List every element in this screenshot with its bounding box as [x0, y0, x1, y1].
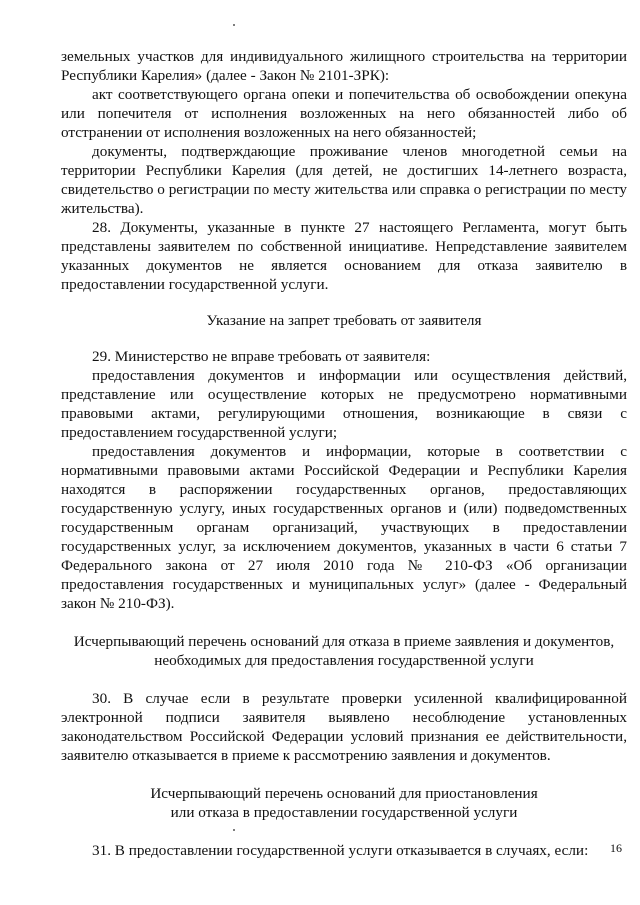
spacer — [61, 613, 627, 632]
paragraph-provision-actions: предоставления документов и информации или осуществления действий, представление или осуществление которых не предусмотрено нормативными правовыми актами, регулирующими отношения, возникающие в связи с предоставлением государственной услуги; — [61, 367, 627, 441]
paragraph-31-refusal: 31. В предоставлении государственной услуги отказывается в случаях, если: — [92, 842, 589, 859]
document-page — [61, 47, 627, 860]
heading-prohibition: Указание на запрет требовать от заявителя — [206, 312, 482, 329]
scan-speck-top — [233, 24, 235, 26]
spacer — [61, 670, 627, 689]
heading-suspension-line-2: или отказа в предоставлении государственной услуги — [170, 804, 518, 821]
spacer — [61, 765, 627, 784]
heading-refusal-acceptance: Исчерпывающий перечень оснований для отказа в приеме заявления и документов, необходимых для предоставления государственной услуги — [73, 633, 615, 669]
paragraph-guardianship-act: акт соответствующего органа опеки и попечительства об освобождении опекуна или попечителя от исполнения возложенных на него обязанностей либо об отстранении от исполнения возложенных на него обязанностей; — [61, 86, 627, 141]
paragraph-residence-documents: документы, подтверждающие проживание членов многодетной семьи на территории Республики Карелия (для детей, не достигших 14-летнего возраста, свидетельство о регистрации по месту жительства или справка о регистрации по месту жительства). — [61, 143, 627, 217]
spacer — [61, 822, 627, 841]
paragraph-land-plots: земельных участков для индивидуального жилищного строительства на территории Республики Карелия» (далее - Закон № 2101-ЗРК): — [61, 48, 627, 84]
spacer — [61, 330, 627, 347]
spacer — [61, 294, 627, 311]
page-number: 16 — [610, 841, 622, 855]
paragraph-28-documents: 28. Документы, указанные в пункте 27 настоящего Регламента, могут быть представлены заявителем по собственной инициативе. Непредставление заявителем указанных документов не является основанием для отказа заявителю в предоставлении государственной услуги. — [61, 219, 627, 293]
paragraph-29-ministry: 29. Министерство не вправе требовать от заявителя: — [92, 348, 431, 365]
heading-suspension-line-1: Исчерпывающий перечень оснований для приостановления — [150, 785, 538, 802]
paragraph-30-signature: 30. В случае если в результате проверки усиленной квалифицированной электронной подписи заявителя выявлено несоблюдение установленных законодательством Российской Федерации условий признания ее действительности, заявителю отказывается в приеме к рассмотрению заявления и документов. — [61, 690, 627, 764]
paragraph-provision-information: предоставления документов и информации, которые в соответствии с нормативными правовыми актами Российской Федерации и Республики Карелия находятся в распоряжении государственных органов, предоставляющих государственную услугу, иных государственных органов и (или) подведомственных государственным органам организаций, участвующих в предоставлении государственных услуг, за исключением документов, указанных в части 6 статьи 7 Федерального закона от 27 июля 2010 года № 210-ФЗ «Об организации предоставления государственных и муниципальных услуг» (далее - Федеральный закон № 210-ФЗ). — [61, 443, 627, 612]
